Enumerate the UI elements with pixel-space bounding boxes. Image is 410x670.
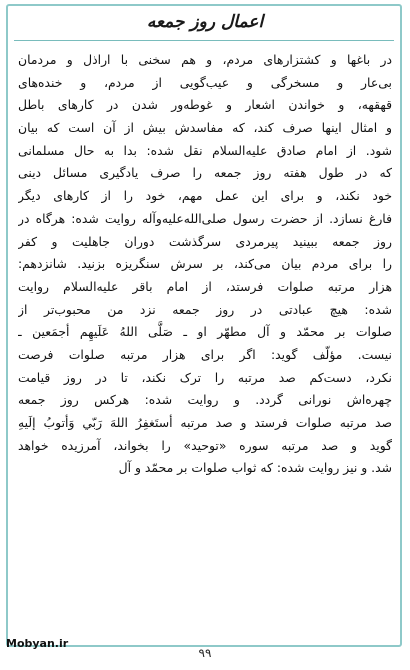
text-line: صلوات بر محمّد و آل مطهّر او ـ صَلَّى اللهُ عَلَيهِم أجمَعين ـ <box>18 324 392 340</box>
text-line: بی‌عار و مسخرگی و عیب‌گویی از مردم، و خنده‌های <box>18 74 392 90</box>
text-line: روز جمعه ببینید پیرمردی سرگذشت دوران جاهلیت و کفر <box>18 233 392 249</box>
text-line: گوید و صد مرتبه سوره «توحید» را بخواند، آمرزیده خواهد <box>18 437 392 453</box>
text-line: نکرد، دست‌کم صد مرتبه را ترک نکند، تا در روز قیامت <box>18 369 392 385</box>
text-line: در باغها و کشتزارهای مردم، و هم سخنی با اراذل و مردمان <box>18 52 392 67</box>
text-line: صد مرتبه صلوات فرستد و صد مرتبه أستَغفِرُ اللهَ رَبّي وَأتوبُ إلَيهِ <box>18 415 392 430</box>
text-line: چهره‌اش نورانی گردد. و روایت شده: هرکس روز جمعه <box>18 392 392 408</box>
text-line: قهقهه، و خواندن اشعار و غوطه‌ور شدن در کارهای باطل <box>18 97 392 113</box>
text-line: شود. از امام صادق علیه‌السلام نقل شده: بدا به حال مسلمانی <box>18 142 392 158</box>
text-line: فارغ نسازد. از حضرت رسول صلی‌الله‌علیه‌وآله روایت شده: هرگاه در <box>18 210 392 226</box>
page-header-title: اعمال روز جمعه <box>146 12 264 32</box>
text-line: را برای مردم بیان می‌کند، بر سرش سنگریزه بزنید. شانزدهم: <box>18 256 392 272</box>
header-divider <box>14 40 394 41</box>
site-watermark: Mobyan.ir <box>6 637 69 650</box>
text-line: نیست. مؤلّف گوید: اگر برای هزار مرتبه صلوات فرصت <box>18 346 392 362</box>
text-line: خود نکند، و برای این عمل مهم، خود را از کارهای دیگر <box>18 188 392 204</box>
text-line: شد. و نیز روایت شده: که ثواب صلوات بر محمّد و آل <box>118 460 392 476</box>
page-number: ۹۹ <box>198 646 212 660</box>
text-line: که در طول هفته روز جمعه را صرف یادگیری مسائل دینی <box>18 165 392 181</box>
body-text <box>18 49 392 480</box>
text-line: هزار مرتبه صلوات فرستد، از امام باقر علیه‌السلام روایت <box>18 278 392 294</box>
text-line: و امثال اینها صرف کند، که مفاسدش بیش از آن است که بیان <box>18 120 392 136</box>
text-line: شده: هیچ عبادتی در روز جمعه نزد من محبوب‌تر از <box>18 301 392 317</box>
